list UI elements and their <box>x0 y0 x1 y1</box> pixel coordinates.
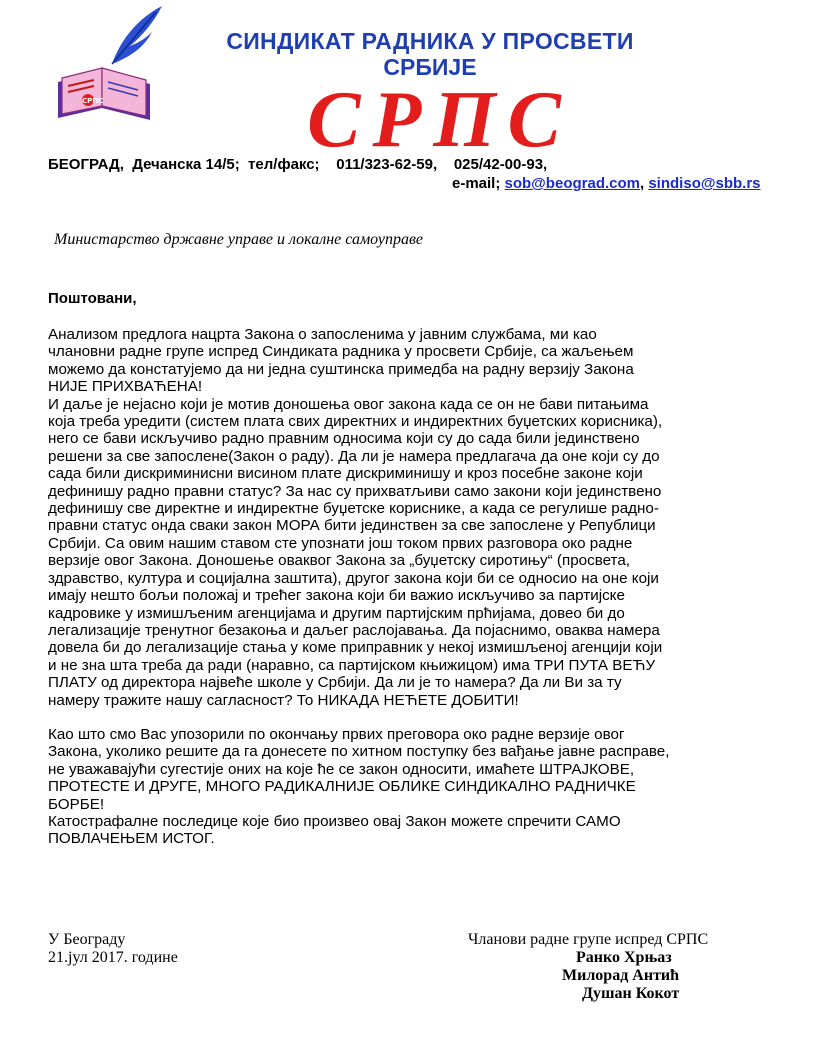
contact-address-phone: БЕОГРАД, Дечанска 14/5; тел/факс; 011/323-62-59, 025/42-00-93, <box>48 156 548 173</box>
email-link-2[interactable]: sindiso@sbb.rs <box>648 175 761 192</box>
body-line: здравство, култура и социјална заштита), другог закона који би се односио на оне који <box>48 569 659 587</box>
body-line: НИЈЕ ПРИХВАЋЕНА! <box>48 378 203 396</box>
body-line: него се бави искључиво радно правним односима који су до сада били јединствено <box>48 430 640 448</box>
body-line: дефинишу радно правни статус? За нас су прихватљиви само закони који јединствено <box>48 482 662 500</box>
body-line: кадровике у измишљеним агенцијама и другим партијским прћијама, довео би до <box>48 604 625 622</box>
org-name-line2: СРБИЈЕ <box>383 54 477 80</box>
body-line: Катострафалне последице које био произвео овај Закон можете спречити САМО <box>48 812 621 830</box>
body-line: Закона, уколико решите да га донесете по хитном поступку без вађање јавне расправе, <box>48 743 670 761</box>
body-line: можемо да констатујемо да ни једна суштинска примедба на радну верзију Закона <box>48 360 634 378</box>
signatories-label: Чланови радне групе испред СРПС <box>468 931 709 948</box>
svg-text:СРПС: СРПС <box>82 97 104 105</box>
body-line: ПРОТЕСТЕ И ДРУГЕ, МНОГО РАДИКАЛНИЈЕ ОБЛИКЕ СИНДИКАЛНО РАДНИЧКЕ <box>48 778 636 796</box>
recipient: Министарство државне управе и локалне самоуправе <box>54 231 424 248</box>
body-line: правни статус онда сваки закон МОРА бити јединствен за све запослене у Републици <box>48 517 656 535</box>
body-line: и не зна шта треба да ради (наравно, са партијском књижицом) има ТРИ ПУТА ВЕЋУ <box>48 656 656 674</box>
contact-email-line <box>452 175 761 192</box>
body-line: члановни радне групе испред Синдиката радника у просвети Србије, са жаљењем <box>48 343 634 361</box>
letter-body <box>48 326 783 848</box>
signatures <box>468 931 768 1003</box>
org-name-line1: СИНДИКАТ РАДНИКА У ПРОСВЕТИ <box>226 28 634 54</box>
brand-wordmark: СРПС <box>307 76 573 164</box>
body-line: која треба уредити (систем плата свих директних и индиректних буџетских корисника), <box>48 413 663 431</box>
email-separator: , <box>640 175 649 192</box>
body-line: решени за све запослене(Закон о раду). Да ли је намера предлагача да оне који су до <box>48 447 660 465</box>
body-line: верзије овог Закона. Доношење оваквог Закона за „буџетску сиротињу“ (просвета, <box>48 552 630 570</box>
body-line <box>48 709 783 726</box>
body-line: довела би до легализације стања у коме приправник у некој измишљеној агенцији који <box>48 639 663 657</box>
body-line: не уважавајући сугестије оних на које ће се закон односити, имаћете ШТРАЈКОВЕ, <box>48 760 635 778</box>
place-and-date <box>48 931 178 967</box>
body-line: имају нешто бољи положај и трећег закона који би важио искључиво за партијске <box>48 587 625 605</box>
body-line: И даље је нејасно који је мотив доношења овог закона када се он не бави питањима <box>48 395 649 413</box>
signatory: Милорад Антић <box>562 967 680 984</box>
body-line: Србији. Са овим нашим ставом сте упознати још током првих разговора око радне <box>48 534 633 552</box>
place: У Београду <box>48 931 126 948</box>
signatory: Душан Кокот <box>582 985 680 1002</box>
body-line: БОРБЕ! <box>48 795 105 813</box>
salutation: Поштовани, <box>48 290 137 307</box>
body-line: ПОВЛАЧЕЊЕМ ИСТОГ. <box>48 830 215 848</box>
email-link-1[interactable]: sob@beograd.com <box>504 175 640 192</box>
body-line: Анализом предлога нацрта Закона о запосленима у јавним службама, ми као <box>48 326 597 343</box>
signatory: Ранко Хрњаз <box>576 949 672 966</box>
body-line: дефинишу све директне и индиректне буџетске кориснике, а када се регулише радно- <box>48 500 659 518</box>
date: 21.јул 2017. године <box>48 949 178 966</box>
body-line: сада били дискриминисни висином плате дискриминишу и кроз посебне законе који <box>48 465 643 483</box>
body-line: легализације тренутног безакоња и даљег раслојавања. Да појаснимо, оваква намера <box>48 621 660 639</box>
body-line: намеру тражите нашу сагласност? То НИКАДА НЕЋЕТЕ ДОБИТИ! <box>48 691 519 709</box>
email-label: e-mail; <box>452 175 505 192</box>
body-line: ПЛАТУ од директора највеће школе у Србији. Да ли је то намера? Да ли Ви за ту <box>48 674 622 692</box>
body-line: Као што смо Вас упозорили по окончању првих преговора око радне верзије овог <box>48 725 625 743</box>
